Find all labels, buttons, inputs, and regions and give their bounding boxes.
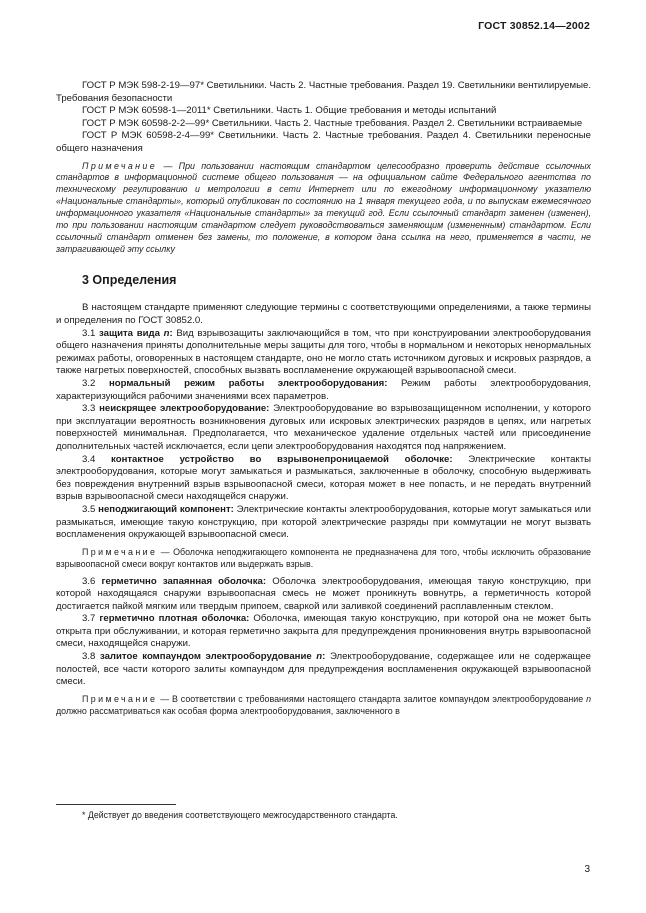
definition-term: герметично плотная оболочка: <box>99 613 250 625</box>
standard-code-header: ГОСТ 30852.14—2002 <box>478 20 590 32</box>
reference-item: ГОСТ Р МЭК 598-2-19—97* Светильники. Часть 2. Частные требования. Раздел 19. Светильники вентилируемые. Требования безопасности <box>56 80 591 104</box>
reference-item: ГОСТ Р МЭК 60598-2-4—99* Светильники. Часть 2. Частные требования. Раздел 4. Светильники переносные общего назначения <box>56 130 591 154</box>
document-body <box>56 80 591 723</box>
definition-text: Вид взрывозащиты заключающийся в том, что при конструировании электрооборудования общего назначения приняты дополнительные меры защиты для того, чтобы в нормальном и некоторых ненормальных режимах работы, оговоренных в настоящем стандарте, оно не могло стать источником дуговых и искровых разрядов, а также нагретых поверхностей, способных вызвать воспламенение окружающей взрывоопасной смеси. <box>56 327 591 377</box>
definition-number: 3.1 <box>82 327 100 339</box>
note-references <box>56 161 591 256</box>
term-end: : <box>322 651 326 663</box>
definition-3-4 <box>56 454 591 504</box>
definition-text: Электрические контакты электрооборудования, которые могут замыкаться и размыкаться, заключенные в оболочку, способную выдерживать без повреждения внутренний взрыв взрывоопасной смеси, которая может в нее попасть, и не передать внутренний взрыв взрывоопасной смеси находящейся снаружи. <box>56 453 591 503</box>
definition-text: Оболочка, имеющая такую конструкцию, при которой она не может быть открыта при обслуживании, и которая герметично закрыта для предупреждения проникновения внутрь взрывоопасной смеси, находящейся снаружи. <box>56 613 591 650</box>
note-text-end: должно рассматриваться как особая форма электрооборудования, заключенного в <box>56 705 400 716</box>
note-text: — При пользовании настоящим стандартом целесообразно проверить действие ссылочных стандартов в информационной системе общего пользования — на официальном сайте Федерального агентства по техническому регулированию и метрологии в сети Интернет или по ежегодному информационному указателю «Национальные стандарты», который опубликован по состоянию на 1 января текущего года, и по выпускам ежемесячного информационного указателя «Национальные стандарты» за текущий год. Если ссылочный стандарт заменен (изменен), то при пользовании настоящим стандартом следует руководствоваться заменяющим (измененным) стандартом. Если ссылочный стандарт отменен без замены, то положение, в котором дана ссылка на него, применяется в части, не затрагивающей эту ссылку <box>56 160 591 254</box>
definition-number: 3.7 <box>82 613 100 625</box>
page-number: 3 <box>584 864 590 875</box>
definition-3-8 <box>56 651 591 689</box>
definition-number: 3.5 <box>82 503 99 515</box>
definition-number: 3.8 <box>82 651 100 663</box>
reference-item: ГОСТ Р МЭК 60598-1—2011* Светильники. Часть 1. Общие требования и методы испытаний <box>82 105 497 117</box>
definition-term: контактное устройство во взрывонепроницаемой оболочке: <box>111 453 453 465</box>
definition-term: нормальный режим работы электрооборудования: <box>108 377 388 389</box>
section-intro: В настоящем стандарте применяют следующие термины с соответствующими определениями, а также термины и определения по ГОСТ 30852.0. <box>56 302 591 326</box>
definition-3-2 <box>56 378 591 403</box>
definition-term: герметично запаянная оболочка: <box>101 575 267 587</box>
footnote: * Действует до введения соответствующего межгосударственного стандарта. <box>82 810 398 820</box>
definition-text: Электрооборудование во взрывозащищенном исполнении, у которого при эксплуатации вероятность возникновения дуговых или искровых электрических разрядов в цепях, или нагретых поверхностей минимальная. Предполагается, что механическое удаление отдельных частей или присоединение дополнительных частей исключается, если цепи электрооборудования находятся под напряжением. <box>56 403 591 452</box>
note-encapsulated <box>56 694 591 718</box>
note-label: Примечание <box>82 546 158 557</box>
definition-3-5 <box>56 504 591 542</box>
definition-text: Оболочка электрооборудования, имеющая такую конструкцию, при которой находящаяся снаружи взрывоопасная смесь не может проникнуть вовнутрь, а герметичность которой достигается пайкой мягким или твердым припоем, сваркой или заливкой соединений расплавленным стеклом. <box>56 575 591 612</box>
term-italic: n <box>316 651 323 663</box>
definition-number: 3.6 <box>82 575 102 587</box>
definition-3-7 <box>56 613 591 651</box>
note-label: Примечание <box>82 160 158 171</box>
definition-number: 3.2 <box>82 377 109 389</box>
footnote-divider <box>56 804 176 805</box>
definition-3-1 <box>56 328 591 378</box>
definition-3-3 <box>56 403 591 453</box>
definition-text: Режим работы электрооборудования, характеризующийся рабочими значениями всех параметров. <box>56 377 591 402</box>
note-text: — В соответствии с требованиями настоящего стандарта залитое компаундом электрооборудование <box>157 693 587 704</box>
definition-term <box>100 651 325 662</box>
term-text: защита вида <box>99 327 164 339</box>
definition-term: неискрящее электрооборудование: <box>99 403 270 415</box>
definition-number: 3.4 <box>82 453 112 465</box>
note-non-incendive <box>56 547 591 571</box>
definition-term: неподжигающий компонент: <box>98 503 234 515</box>
definition-term <box>99 328 173 339</box>
section-title: 3 Определения <box>82 272 177 287</box>
note-italic: n <box>586 693 591 704</box>
definition-number: 3.3 <box>82 403 100 415</box>
term-end: : <box>169 327 173 339</box>
term-italic: n <box>163 327 170 339</box>
note-label: Примечание <box>82 693 158 704</box>
definition-3-6 <box>56 576 591 614</box>
definition-text: Электрооборудование, содержащее или не содержащее полостей, все части которого залиты компаундом для предупреждения воспламенения окружающей взрывоопасной смеси. <box>56 651 591 688</box>
reference-item: ГОСТ Р МЭК 60598-2-2—99* Светильники. Часть 2. Частные требования. Раздел 2. Светильники встраиваемые <box>82 117 583 129</box>
definition-text: Электрические контакты электрооборудования, которые могут замыкаться или размыкаться, имеющие такую конструкцию, при которой электрические разряды при коммутации не могут вызвать воспламенения окружающей взрывоопасной смеси. <box>56 503 591 541</box>
term-text: залитое компаундом электрооборудование <box>99 651 317 663</box>
note-text: — Оболочка неподжигающего компонента не предназначена для того, чтобы исключить образование взрывоопасной смеси вокруг контактов или выдержать взрыв. <box>56 546 591 569</box>
